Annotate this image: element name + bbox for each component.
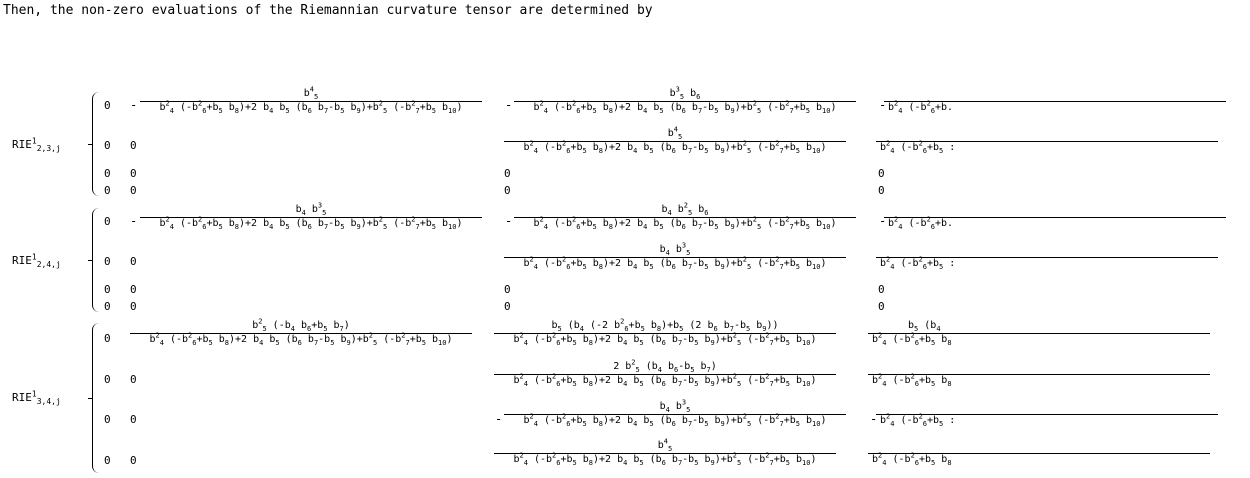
- fraction-truncated: $b_5$ ($b_4$ $b^2_4$ ($-b^2_6+b_5$ $b_8$: [868, 321, 1210, 345]
- fraction: $b^4_5$ $b^2_4$ ($-b^2_6+b_5$ $b_8)+2$ $b_4$ $b_5$ ($b_6$ $b_7-b_5$ $b_9)+b^2_5$ ($-b^2_7+b_5$ $b_{10}$): [494, 441, 836, 465]
- zero-cell: 0: [130, 255, 137, 268]
- fraction: $b^4_5$ $b^2_4$ ($-b^2_6+b_5$ $b_8)+2$ $b_4$ $b_5$ ($b_6$ $b_7-b_5$ $b_9)+b^2_5$ ($-b^2_7+b_5$ $b_{10}$): [504, 129, 846, 153]
- zero-cell: 0: [130, 184, 137, 197]
- minus-sign: -: [130, 214, 138, 228]
- label-rie-2-3-j: $RIE^1_{2,3,j}$: [12, 136, 61, 154]
- fraction-truncated: $b^2_4$ ($-b^2_6+b_5$ :: [876, 245, 1218, 269]
- fraction: $b_4$ $b^2_5$ $b_6$ $b^2_4$ ($-b^2_6+b_5$ $b_8)+2$ $b_4$ $b_5$ ($b_6$ $b_7-b_5$ $b_9)+b^2_5$ ($-b^2_7+b_5$ $b_{10}$): [514, 205, 856, 229]
- zero-cell: 0: [878, 184, 885, 197]
- fraction-truncated: $b^2_4$ ($-b^2_6+b_5$ :: [876, 129, 1218, 153]
- minus-sign: -: [879, 98, 887, 112]
- fraction-truncated: $b^2_4$ ($-b^2_6+b_5$ :: [876, 402, 1218, 426]
- fraction-truncated: $b^2_4$ ($-b^2_6+b_5$ $b_8$: [868, 441, 1210, 465]
- zero-cell: 0: [130, 373, 137, 386]
- zero-cell: 0: [104, 184, 111, 197]
- zero-cell: 0: [130, 139, 137, 152]
- minus-sign: -: [879, 214, 887, 228]
- zero-cell: 0: [104, 139, 111, 152]
- intro-text: Then, the non-zero evaluations of the Riemannian curvature tensor are determined by: [3, 3, 653, 18]
- zero-cell: 0: [104, 373, 111, 386]
- fraction: $b_5$ ($b_4$ (-2 $b^2_6+b_5$ $b_8)+b_5$ (2 $b_6$ $b_7-b_5$ $b_9$)) $b^2_4$ ($-b^2_6+b_5$ $b_8)+2$ $b_4$ $b_5$ ($b_6$ $b_7-b_5$ $b_9)+b^2_5$ ($-b^2_7+b_5$ $b_{10}$): [494, 321, 836, 345]
- zero-cell: 0: [104, 215, 111, 228]
- fraction: $b^2_5$ ($-b_4$ $b_6+b_5$ $b_7$) $b^2_4$ ($-b^2_6+b_5$ $b_8)+2$ $b_4$ $b_5$ ($b_6$ $b_7-b_5$ $b_9)+b^2_5$ ($-b^2_7+b_5$ $b_{10}$): [130, 321, 472, 345]
- minus-sign: -: [505, 98, 513, 112]
- fraction-truncated: $b^2_4$ ($-b^2_6+b_5$ $b_8$: [868, 362, 1210, 386]
- minus-sign: -: [870, 412, 878, 426]
- zero-cell: 0: [104, 454, 111, 467]
- zero-cell: 0: [504, 184, 511, 197]
- zero-cell: 0: [104, 283, 111, 296]
- fraction: 2 $b^2_5$ ($b_4$ $b_6-b_5$ $b_7$) $b^2_4$ ($-b^2_6+b_5$ $b_8)+2$ $b_4$ $b_5$ ($b_6$ $b_7-b_5$ $b_9)+b^2_5$ ($-b^2_7+b_5$ $b_{10}$): [494, 362, 836, 386]
- zero-cell: 0: [878, 283, 885, 296]
- zero-cell: 0: [130, 413, 137, 426]
- fraction: $b_4$ $b^3_5$ $b^2_4$ ($-b^2_6+b_5$ $b_8)+2$ $b_4$ $b_5$ ($b_6$ $b_7-b_5$ $b_9)+b^2_5$ ($-b^2_7+b_5$ $b_{10}$): [504, 402, 846, 426]
- matrix-brace: [92, 208, 99, 312]
- zero-cell: 0: [504, 283, 511, 296]
- zero-cell: 0: [878, 167, 885, 180]
- label-rie-2-4-j: $RIE^1_{2,4,j}$: [12, 252, 61, 270]
- fraction: $b_4$ $b^3_5$ $b^2_4$ ($-b^2_6+b_5$ $b_8)+2$ $b_4$ $b_5$ ($b_6$ $b_7-b_5$ $b_9)+b^2_5$ ($-b^2_7+b_5$ $b_{10}$): [140, 205, 482, 229]
- fraction-truncated: $b^2_4$ ($-b^2_6+b$.: [884, 89, 1226, 113]
- minus-sign: -: [495, 412, 503, 426]
- zero-cell: 0: [104, 413, 111, 426]
- matrix-brace: [92, 92, 99, 196]
- fraction: $b^3_5$ $b_6$ $b^2_4$ ($-b^2_6+b_5$ $b_8)+2$ $b_4$ $b_5$ ($b_6$ $b_7-b_5$ $b_9)+b^2_5$ ($-b^2_7+b_5$ $b_{10}$): [514, 89, 856, 113]
- zero-cell: 0: [504, 167, 511, 180]
- matrix-brace: [92, 323, 99, 473]
- zero-cell: 0: [104, 255, 111, 268]
- zero-cell: 0: [130, 300, 137, 313]
- zero-cell: 0: [130, 283, 137, 296]
- minus-sign: -: [130, 98, 138, 112]
- zero-cell: 0: [878, 300, 885, 313]
- fraction: $b_4$ $b^3_5$ $b^2_4$ ($-b^2_6+b_5$ $b_8)+2$ $b_4$ $b_5$ ($b_6$ $b_7-b_5$ $b_9)+b^2_5$ ($-b^2_7+b_5$ $b_{10}$): [504, 245, 846, 269]
- zero-cell: 0: [104, 300, 111, 313]
- zero-cell: 0: [104, 167, 111, 180]
- minus-sign: -: [505, 214, 513, 228]
- zero-cell: 0: [130, 167, 137, 180]
- zero-cell: 0: [104, 332, 111, 345]
- fraction-truncated: $b^2_4$ ($-b^2_6+b$.: [884, 205, 1226, 229]
- fraction: $b^4_5$ $b^2_4$ ($-b^2_6+b_5$ $b_8)+2$ $b_4$ $b_5$ ($b_6$ $b_7-b_5$ $b_9)+b^2_5$ ($-b^2_7+b_5$ $b_{10}$): [140, 89, 482, 113]
- zero-cell: 0: [504, 300, 511, 313]
- zero-cell: 0: [104, 99, 111, 112]
- label-rie-3-4-j: $RIE^1_{3,4,j}$: [12, 389, 61, 407]
- zero-cell: 0: [130, 454, 137, 467]
